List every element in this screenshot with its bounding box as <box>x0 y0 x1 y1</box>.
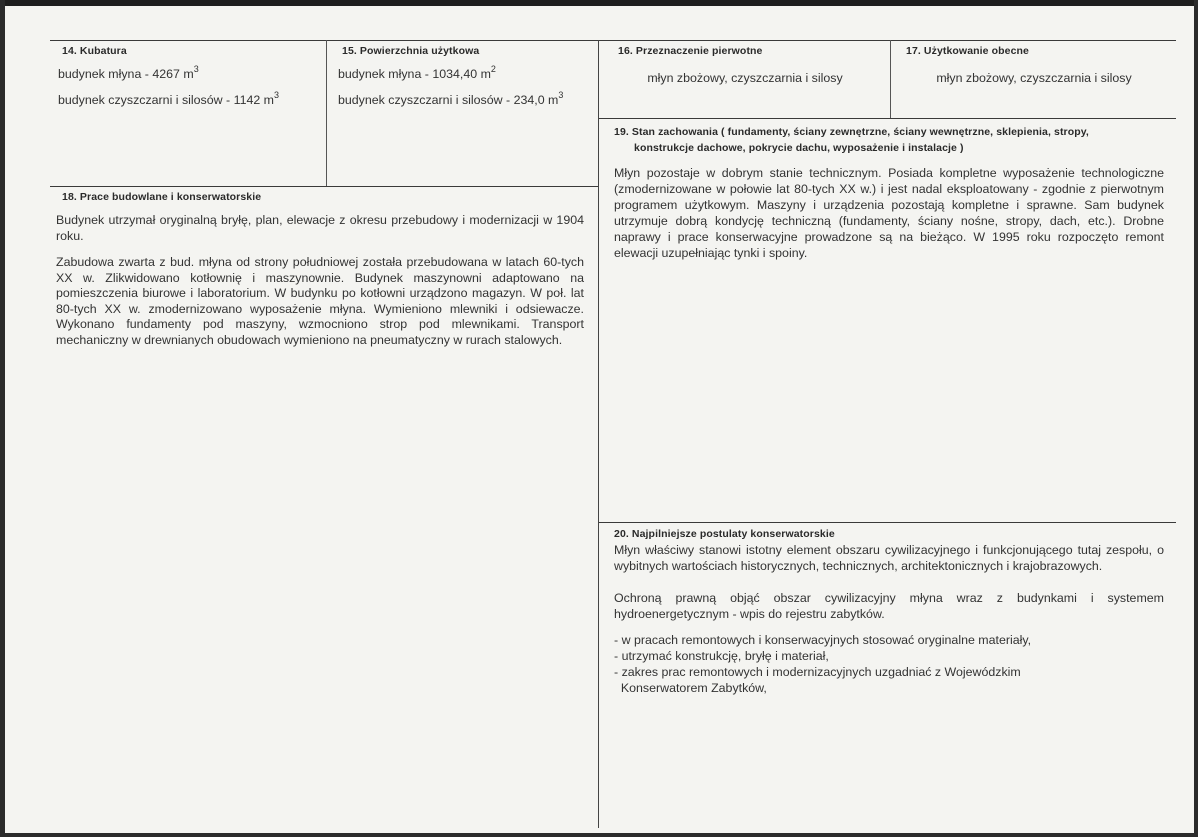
section-18-paragraph-1: Budynek utrzymał oryginalną bryłę, plan, elewacje z okresu przebudowy i modernizacji w 1904 roku. <box>56 213 584 243</box>
section-20-bullet-1: - w pracach remontowych i konserwacyjnych stosować oryginalne materiały, <box>614 633 1032 647</box>
rule-section-19 <box>598 118 1176 119</box>
divider-16-17 <box>890 40 891 118</box>
section-18-paragraph-2: Zabudowa zwarta z bud. młyna od strony południowej została przebudowana w latach 60-tych XX w. Zlikwidowano kotłownię i maszynownie. Budynek maszynowni adaptowano na pomieszczenia biurowe i laboratorium. W budynku po kotłowni urządzono magazyn. W poł. lat 80-tych XX w. zmodernizowano wyposażenie młyna. Wymieniono mlewniki i odsiewacze. Wykonano fundamenty pod maszyny, wzmocniono strop pod mlewnikami. Transport mechaniczny w drewnianych obudowach wymieniono na pneumatyczny w rurach stalowych. <box>56 255 584 347</box>
scan-edge-left <box>0 0 5 837</box>
section-20-paragraph-1: Młyn właściwy stanowi istotny element obszaru cywilizacyjnego i funkcjonującego tutaj zespołu, o wybitnych wartościach historycznych, technicznych, architektonicznych i krajobrazowych. <box>614 543 1164 573</box>
section-19-heading-line-2: konstrukcje dachowe, pokrycie dachu, wyposażenie i instalacje ) <box>634 142 964 154</box>
section-20-bullet-4: Konserwatorem Zabytków, <box>614 681 767 695</box>
section-14-heading: 14. Kubatura <box>62 45 127 57</box>
section-20-bullet-2: - utrzymać konstrukcję, bryłę i materiał, <box>614 649 829 663</box>
scan-edge-top <box>0 0 1198 6</box>
rule-section-18 <box>50 186 598 187</box>
section-20-bullet-3: - zakres prac remontowych i modernizacyjnych uzgadniać z Wojewódzkim <box>614 665 1021 679</box>
divider-main <box>598 40 599 828</box>
section-16-heading: 16. Przeznaczenie pierwotne <box>618 45 763 57</box>
section-19-body: Młyn pozostaje w dobrym stanie technicznym. Posiada kompletne wyposażenie technologiczne (zmodernizowane w połowie lat 80-tych XX w.) i jest nadal eksploatowany - zgodnie z pierwotnym programem użytkowym. Maszyny i urządzenia pozostają kompletne i sprawne. Sam budynek utrzymuje dobrą kondycję techniczną (fundamenty, ściany nośne, stropy, dach, etc.). Drobne naprawy i prace konserwacyjne prowadzone są na bieżąco. W 1995 roku rozpoczęto remont elewacji uzupełniając tynki i spoiny. <box>614 166 1164 260</box>
scan-edge-right <box>1194 0 1198 837</box>
section-17-heading: 17. Użytkowanie obecne <box>906 45 1029 57</box>
s14-line-2: budynek czyszczarni i silosów - 1142 $m^3$ <box>58 90 280 107</box>
section-18-heading: 18. Prace budowlane i konserwatorskie <box>62 191 262 203</box>
s15-line-2: budynek czyszczarni i silosów - 234,0 $m^3$ <box>338 90 564 107</box>
section-20-paragraph-2: Ochroną prawną objąć obszar cywilizacyjny młyna wraz z budynkami i systemem hydroenergetycznym - wpis do rejestru zabytków. <box>614 591 1164 621</box>
section-15-heading: 15. Powierzchnia użytkowa <box>342 45 480 57</box>
s15-line-1: budynek młyna - 1034,40 $m^2$ <box>338 64 496 81</box>
divider-14-15 <box>326 40 327 186</box>
scan-edge-bottom <box>0 833 1198 837</box>
s14-line-1: budynek młyna - 4267 $m^3$ <box>58 64 199 81</box>
section-19-heading-line-1: 19. Stan zachowania ( fundamenty, ściany zewnętrzne, ściany wewnętrzne, sklepienia, stropy, <box>614 126 1089 138</box>
section-16-value: młyn zbożowy, czyszczarnia i silosy <box>647 71 843 85</box>
rule-section-20 <box>598 522 1176 523</box>
section-17-value: młyn zbożowy, czyszczarnia i silosy <box>936 71 1132 85</box>
section-20-heading: 20. Najpilniejsze postulaty konserwatorskie <box>614 528 835 540</box>
top-rule <box>50 40 1176 41</box>
